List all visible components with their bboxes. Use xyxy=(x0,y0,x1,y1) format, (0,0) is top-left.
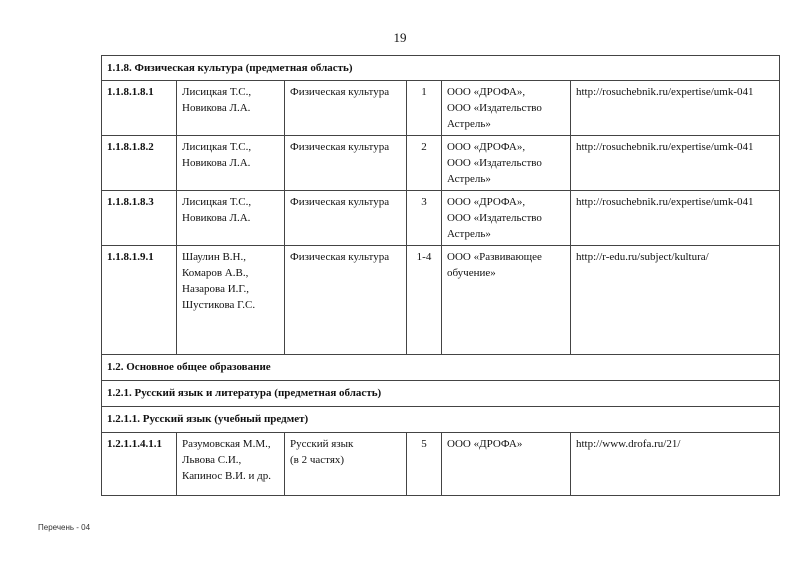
title-line: (в 2 частях) xyxy=(290,454,345,466)
row-authors xyxy=(177,191,285,246)
row-url: http://rosuchebnik.ru/expertise/umk-041 xyxy=(571,81,780,136)
publisher-line: ООО «Издательство xyxy=(447,102,542,114)
author-line: Львова С.И., xyxy=(182,454,242,466)
row-code: 1.2.1.1.4.1.1 xyxy=(102,433,177,496)
row-title xyxy=(285,136,407,191)
page-number: 19 xyxy=(393,30,407,45)
publisher-line: ООО «Развивающее xyxy=(447,251,542,263)
author-line: Капинос В.И. и др. xyxy=(182,470,272,482)
author-line: Лисицкая Т.С., xyxy=(182,86,252,98)
publisher-line: Астрель» xyxy=(447,228,491,240)
author-line: Шаулин В.Н., xyxy=(182,251,246,263)
row-url: http://rosuchebnik.ru/expertise/umk-041 xyxy=(571,136,780,191)
row-url: http://www.drofa.ru/21/ xyxy=(571,433,780,496)
row-url: http://rosuchebnik.ru/expertise/umk-041 xyxy=(571,191,780,246)
row-code: 1.1.8.1.8.1 xyxy=(102,81,177,136)
section-heading-row xyxy=(102,407,780,433)
row-code: 1.1.8.1.8.3 xyxy=(102,191,177,246)
section-heading-row xyxy=(102,355,780,381)
publisher-line: ООО «Издательство xyxy=(447,157,542,169)
title-line: Физическая культура xyxy=(290,86,390,98)
publisher-line: обучение» xyxy=(447,267,496,279)
row-title xyxy=(285,81,407,136)
row-code: 1.1.8.1.8.2 xyxy=(102,136,177,191)
row-authors xyxy=(177,81,285,136)
author-line: Шустикова Г.С. xyxy=(182,299,256,311)
row-title xyxy=(285,191,407,246)
section-heading: 1.2.1. Русский язык и литература (предметная область) xyxy=(102,381,780,407)
table-row xyxy=(102,433,780,496)
row-grade: 5 xyxy=(407,433,442,496)
row-authors xyxy=(177,246,285,355)
section-heading-row xyxy=(102,381,780,407)
title-line: Физическая культура xyxy=(290,196,390,208)
author-line: Лисицкая Т.С., xyxy=(182,196,252,208)
row-authors xyxy=(177,136,285,191)
row-url: http://r-edu.ru/subject/kultura/ xyxy=(571,246,780,355)
author-line: Лисицкая Т.С., xyxy=(182,141,252,153)
publisher-line: ООО «ДРОФА», xyxy=(447,196,526,208)
author-line: Новикова Л.А. xyxy=(182,212,251,224)
textbook-list-table xyxy=(101,55,780,496)
row-publisher xyxy=(442,191,571,246)
author-line: Разумовская М.М., xyxy=(182,438,271,450)
author-line: Комаров А.В., xyxy=(182,267,249,279)
publisher-line: ООО «ДРОФА», xyxy=(447,141,526,153)
publisher-line: Астрель» xyxy=(447,173,491,185)
table-row xyxy=(102,246,780,355)
title-line: Русский язык xyxy=(290,438,354,450)
author-line: Новикова Л.А. xyxy=(182,102,251,114)
row-publisher xyxy=(442,81,571,136)
publisher-line: ООО «ДРОФА» xyxy=(447,438,523,450)
row-publisher xyxy=(442,433,571,496)
author-line: Назарова И.Г., xyxy=(182,283,250,295)
row-title xyxy=(285,246,407,355)
section-heading: 1.1.8. Физическая культура (предметная область) xyxy=(102,56,780,81)
row-grade: 3 xyxy=(407,191,442,246)
title-line: Физическая культура xyxy=(290,141,390,153)
row-authors xyxy=(177,433,285,496)
author-line: Новикова Л.А. xyxy=(182,157,251,169)
row-grade: 1 xyxy=(407,81,442,136)
table-row xyxy=(102,81,780,136)
section-heading: 1.2. Основное общее образование xyxy=(102,355,780,381)
table-row xyxy=(102,191,780,246)
row-grade: 2 xyxy=(407,136,442,191)
footer-label: Перечень - 04 xyxy=(38,523,91,532)
row-publisher xyxy=(442,136,571,191)
publisher-line: ООО «ДРОФА», xyxy=(447,86,526,98)
row-grade: 1-4 xyxy=(407,246,442,355)
row-title xyxy=(285,433,407,496)
section-heading-row xyxy=(102,56,780,81)
table-row xyxy=(102,136,780,191)
section-heading: 1.2.1.1. Русский язык (учебный предмет) xyxy=(102,407,780,433)
row-publisher xyxy=(442,246,571,355)
publisher-line: ООО «Издательство xyxy=(447,212,542,224)
publisher-line: Астрель» xyxy=(447,118,491,130)
row-code: 1.1.8.1.9.1 xyxy=(102,246,177,355)
title-line: Физическая культура xyxy=(290,251,390,263)
